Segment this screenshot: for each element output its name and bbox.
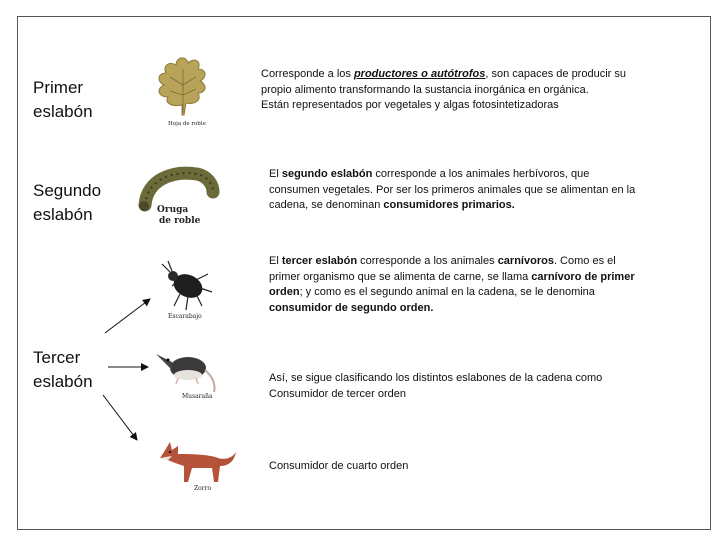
p1-line3: Están representados por vegetales y algas fotosintetizadoras (261, 99, 559, 111)
text-run: cadena, se denominan (269, 199, 384, 211)
label-line: eslabón (33, 372, 93, 391)
term-segundo-eslabon: segundo eslabón (281, 168, 373, 180)
term-carnivoros: carnívoros (497, 255, 554, 267)
p1-line2: propio alimento transformando la sustancia inorgánica en orgánica. (261, 83, 589, 96)
arrow-to-beetle (105, 299, 150, 333)
text-run: Corresponde a los (261, 68, 354, 80)
term-orden: orden (269, 286, 300, 298)
arrow-to-fox (103, 395, 137, 440)
leaf-caption: Hoja de roble (168, 121, 206, 127)
p1-line1 (261, 67, 626, 83)
term-productores: productores o autótrofos (353, 68, 486, 80)
term-consumidor-segundo-orden: consumidor de segundo orden. (269, 301, 434, 314)
text-run: ; y como es el segundo animal en la cadena, se le denomina (299, 286, 595, 298)
text-run: El (269, 168, 282, 180)
beetle-image (150, 258, 220, 323)
text-run: . Como es el (553, 255, 616, 267)
text-run: primer organismo que se alimenta de carne, se llama (269, 270, 532, 283)
paragraph-tercer-eslabon (269, 254, 635, 316)
term-carnivoro-primer-orden: carnívoro de primer (531, 270, 635, 283)
caterpillar-image (137, 160, 217, 230)
label-line: Tercer (33, 348, 81, 367)
p2-line2: consumen vegetales. Por ser los primeros animales que se alimentan en la (269, 183, 636, 196)
p4-line1: Así, se sigue clasificando los distintos eslabones de la cadena como (269, 372, 603, 384)
term-tercer-eslabon: tercer eslabón (281, 255, 358, 267)
paragraph-productores (261, 67, 626, 114)
caterpillar-caption-line2: de roble (159, 216, 201, 226)
shrew-caption: Musaraña (182, 393, 213, 400)
text-run: corresponde a los animales (357, 255, 498, 267)
text-run: corresponde a los animales herbívoros, que (372, 168, 590, 180)
label-line: eslabón (33, 205, 93, 224)
p5-line1: Consumidor de cuarto orden (269, 460, 409, 472)
p2-line1 (269, 167, 635, 183)
beetle-caption: Escarabajo (168, 313, 202, 320)
p3-line4 (269, 301, 635, 317)
p3-line3 (269, 285, 635, 301)
label-line: Segundo (33, 181, 102, 200)
paragraph-segundo-eslabon (269, 167, 635, 214)
paragraph-cuarto-orden (269, 459, 408, 475)
p3-line1 (269, 254, 635, 270)
p2-line3 (269, 198, 635, 214)
p4-line2: Consumidor de tercer orden (269, 387, 406, 400)
paragraph-tercer-orden (269, 371, 602, 402)
shrew-image (150, 340, 220, 405)
label-line: Primer (33, 78, 84, 97)
p3-line2 (269, 270, 635, 286)
fox-caption: Zorro (194, 485, 212, 492)
fox-image (148, 432, 238, 497)
term-consumidores-primarios: consumidores primarios. (383, 199, 515, 211)
text-run: , son capaces de producir su (485, 68, 626, 80)
text-run: El (269, 255, 282, 267)
caterpillar-caption-line1: Oruga (157, 205, 189, 215)
label-line: eslabón (33, 102, 93, 121)
oak-leaf-image (150, 55, 210, 127)
